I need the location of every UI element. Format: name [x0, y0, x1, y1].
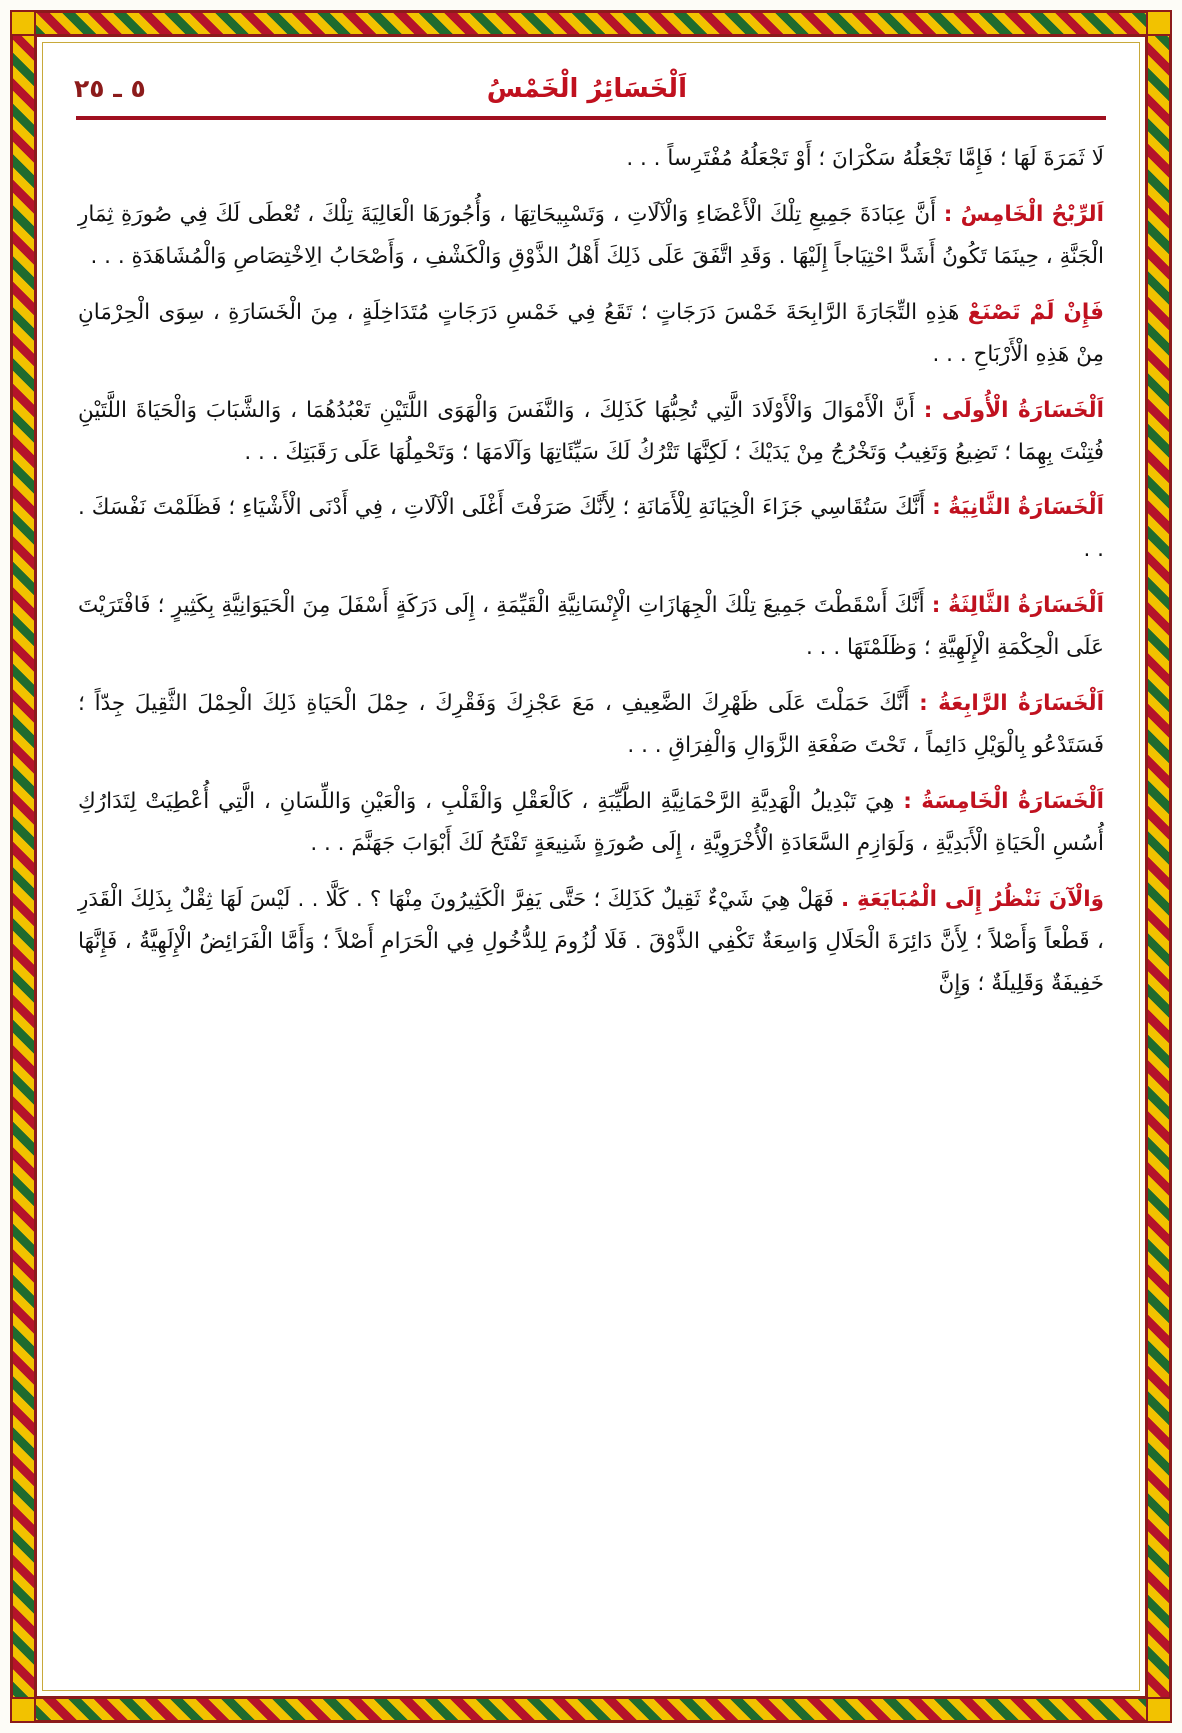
- paragraph-lead: فَإِنْ لَمْ تَصْنَعْ: [967, 299, 1104, 325]
- paragraph: [78, 138, 1104, 180]
- paragraph-lead: اَلْخَسَارَةُ الْخَامِسَةُ :: [903, 788, 1104, 814]
- paragraph: [78, 487, 1104, 571]
- paragraph-lead: اَلْخَسَارَةُ الثَّالِثَةُ :: [931, 593, 1104, 619]
- paragraph: [78, 390, 1104, 474]
- page-number: ٥ ـ ٢٥: [74, 74, 146, 103]
- paragraph-text: أَنَّكَ سَتُقَاسِي جَزَاءَ الْخِيَانَةِ لِلْأَمَانَةِ ؛ لِأَنَّكَ صَرَفْتَ أَغْلَى الْآلَاتِ ، فِي أَدْنَى الْأَشْيَاءِ ؛ فَظَلَمْتَ نَفْسَكَ . . .: [78, 495, 1104, 563]
- paragraph-text: فَهَلْ هِيَ شَيْءٌ ثَقِيلٌ كَذَلِكَ ؛ حَتَّى يَفِرَّ الْكَثِيرُونَ مِنْهَا ؟ . كَلَّا . . لَيْسَ لَهَا ثِقْلٌ بِذَلِكَ الْقَدَرِ ، قَطْعاً وَأَصْلاً ؛ لِأَنَّ دَائِرَةَ الْحَلَالِ وَاسِعَةٌ تَكْفِي الذَّوْقَ . فَلَا لُزُومَ لِلدُّخُولِ فِي الْحَرَامِ أَصْلاً ؛ وَأَمَّا الْفَرَائِضُ الْإِلَهِيَّةُ ، فَإِنَّهَا خَفِيفَةٌ وَقَلِيلَةٌ ؛ وَإِنَّ: [78, 886, 1104, 996]
- corner-ornament-top-right: [1146, 10, 1172, 36]
- page-title: اَلْخَسَائِرُ الْخَمْسُ: [486, 74, 687, 104]
- paragraph-text: أَنَّ عِبَادَةَ جَمِيعِ تِلْكَ الْأَعْضَاءِ وَالْآلَاتِ ، وَتَسْبِيحَاتِهَا ، وَأُجُورَهَا الْعَالِيَةَ تِلْكَ ، تُعْطَى لَكَ فِي صُورَةِ ثِمَارِ الْجَنَّةِ ، حِينَمَا تَكُونُ أَشَدَّ احْتِيَاجاً إِلَيْهَا . وَقَدِ اتَّفَقَ عَلَى ذَلِكَ أَهْلُ الذَّوْقِ وَالْكَشْفِ ، وَأَصْحَابُ الِاخْتِصَاصِ وَالْمُشَاهَدَةِ . . .: [78, 201, 1104, 269]
- paragraph: [78, 781, 1104, 865]
- paragraph-text: لَا ثَمَرَةَ لَهَا ؛ فَإِمَّا تَجْعَلُهُ سَكْرَانَ ؛ أَوْ تَجْعَلُهُ مُفْتَرِساً . . .: [626, 146, 1104, 171]
- paragraph: [78, 292, 1104, 376]
- paragraph-text: هَذِهِ التِّجَارَةَ الرَّابِحَةَ خَمْسَ دَرَجَاتٍ ؛ تَقَعُ فِي خَمْسِ دَرَجَاتٍ مُتَدَاخِلَةٍ ، مِنَ الْخَسَارَةِ ، سِوَى الْحِرْمَانِ مِنْ هَذِهِ الْأَرْبَاحِ . . .: [78, 299, 1104, 367]
- paragraph: [78, 879, 1104, 1005]
- paragraph-lead: اَلْخَسَارَةُ الْأُولَى :: [923, 397, 1104, 423]
- paragraph-lead: اَلْخَسَارَةُ الرَّابِعَةُ :: [919, 691, 1104, 717]
- page-header: [60, 62, 1122, 104]
- paragraph: [78, 585, 1104, 669]
- corner-ornament-top-left: [10, 10, 36, 36]
- paragraph-text: أَنَّكَ حَمَلْتَ عَلَى ظَهْرِكَ الضَّعِيفِ ، مَعَ عَجْزِكَ وَفَقْرِكَ ، حِمْلَ الْحَيَاةِ ذَلِكَ الْحِمْلَ الثَّقِيلَ جِدّاً ؛ فَسَتَدْعُو بِالْوَيْلِ دَائِماً ، تَحْتَ صَفْعَةِ الزَّوَالِ وَالْفِرَاقِ . . .: [78, 691, 1104, 759]
- paragraph-lead: اَلرِّبْحُ الْخَامِسُ :: [943, 201, 1105, 227]
- corner-ornament-bottom-right: [1146, 1697, 1172, 1723]
- paragraph-text: أَنَّ الْأَمْوَالَ وَالْأَوْلَادَ الَّتِي تُحِبُّهَا كَذَلِكَ ، وَالنَّفَسَ وَالْهَوَى اللَّتَيْنِ تَعْبُدُهُمَا ، وَالشَّبَابَ وَالْحَيَاةَ اللَّتَيْنِ فُتِنْتَ بِهِمَا ؛ تَضِيعُ وَتَغِيبُ وَتَخْرُجُ مِنْ يَدَيْكَ ؛ لَكِنَّهَا تَتْرُكُ لَكَ سَيِّئَاتِهَا وَآلَامَهَا ؛ وَتَحْمِلُهَا عَلَى رَقَبَتِكَ . . .: [78, 397, 1104, 465]
- page-content: [60, 62, 1122, 1677]
- paragraph-lead: وَالْآنَ نَنْظُرُ إِلَى الْمُبَايَعَةِ .: [841, 886, 1104, 912]
- paragraph-text: أَنَّكَ أَسْقَطْتَ جَمِيعَ تِلْكَ الْجِهَازَاتِ الْإِنْسَانِيَّةِ الْقَيِّمَةِ ، إِلَى دَرَكَةٍ أَسْفَلَ مِنَ الْحَيَوَانِيَّةِ بِكَثِيرٍ ؛ فَافْتَرَيْتَ عَلَى الْحِكْمَةِ الْإِلَهِيَّةِ ؛ وَظَلَمْتَهَا . . .: [78, 593, 1104, 661]
- corner-ornament-bottom-left: [10, 1697, 36, 1723]
- paragraph: [78, 194, 1104, 278]
- paragraph-text: هِيَ تَبْدِيلُ الْهَدِيَّةِ الرَّحْمَانِيَّةِ الطَّيِّبَةِ ، كَالْعَقْلِ وَالْقَلْبِ ، وَالْعَيْنِ وَاللِّسَانِ ، الَّتِي أُعْطِيَتْ لِتَدَارُكِ أُسُسِ الْحَيَاةِ الْأَبَدِيَّةِ ، وَلَوَازِمِ السَّعَادَةِ الْأُخْرَوِيَّةِ ، إِلَى صُورَةٍ شَنِيعَةٍ تَفْتَحُ لَكَ أَبْوَابَ جَهَنَّمَ . . .: [78, 788, 1104, 856]
- paragraph: [78, 683, 1104, 767]
- body-text: [60, 120, 1122, 1005]
- paragraph-lead: اَلْخَسَارَةُ الثَّانِيَةُ :: [932, 495, 1104, 521]
